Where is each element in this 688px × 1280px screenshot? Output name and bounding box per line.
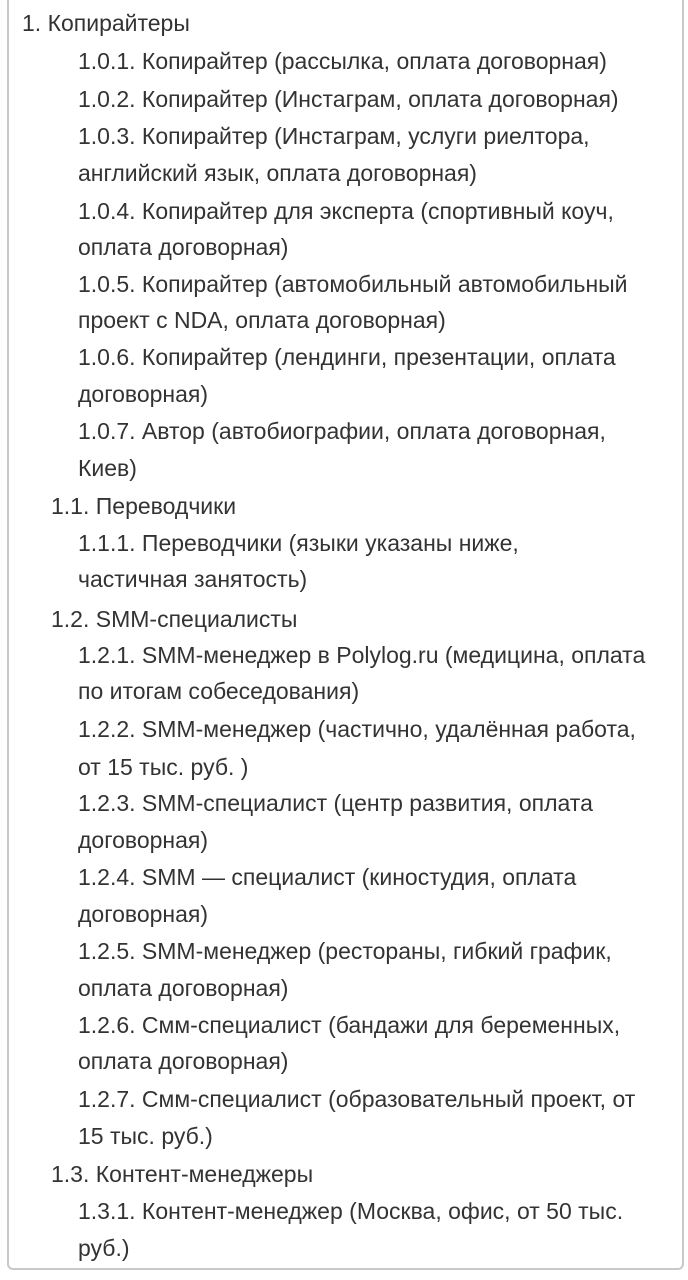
toc-item-1-0-5[interactable]: 1.0.5. Копирайтер (автомобильный автомобильный [78, 271, 628, 297]
toc-item-1-0-4[interactable]: 1.0.4. Копирайтер для эксперта (спортивный коуч, [78, 198, 614, 224]
toc-item-1-2-4[interactable]: 1.2.4. SMM — специалист (киностудия, оплата [78, 864, 577, 890]
toc-item-1-2-5[interactable]: 1.2.5. SMM-менеджер (рестораны, гибкий график, [78, 938, 612, 964]
toc-item-1-2-3-cont[interactable]: договорная) [78, 827, 209, 853]
toc-item-1-2-5-cont[interactable]: оплата договорная) [78, 975, 289, 1001]
toc-item-1-0-1[interactable]: 1.0.1. Копирайтер (рассылка, оплата договорная) [78, 48, 607, 74]
toc-item-1[interactable]: 1. Копирайтеры [22, 10, 190, 36]
toc-item-1-0-6[interactable]: 1.0.6. Копирайтер (лендинги, презентации, оплата [78, 344, 616, 370]
toc-item-1-2-7-cont[interactable]: 15 тыс. руб.) [78, 1123, 213, 1149]
toc-item-1-1-1[interactable]: 1.1.1. Переводчики (языки указаны ниже, [78, 530, 519, 556]
toc-item-1-1-1-cont[interactable]: частичная занятость) [78, 566, 308, 592]
toc-item-1-1[interactable]: 1.1. Переводчики [51, 493, 237, 519]
toc-item-1-2-1-cont[interactable]: по итогам собеседования) [78, 678, 360, 704]
toc-item-1-0-7[interactable]: 1.0.7. Автор (автобиографии, оплата договорная, [78, 418, 606, 444]
toc-item-1-0-6-cont[interactable]: договорная) [78, 381, 209, 407]
toc-item-1-3-1-cont[interactable]: руб.) [78, 1235, 130, 1261]
toc-item-1-2-3[interactable]: 1.2.3. SMM-специалист (центр развития, оплата [78, 790, 593, 816]
toc-item-1-2-2-cont[interactable]: от 15 тыс. руб. ) [78, 754, 249, 780]
toc-item-1-2-4-cont[interactable]: договорная) [78, 901, 209, 927]
toc-item-1-2-2[interactable]: 1.2.2. SMM-менеджер (частично, удалённая работа, [78, 716, 636, 742]
toc-item-1-0-3-cont[interactable]: английский язык, оплата договорная) [78, 160, 477, 186]
toc-item-1-2-1[interactable]: 1.2.1. SMM-менеджер в Polylog.ru (медицина, оплата [78, 642, 646, 668]
toc-item-1-3[interactable]: 1.3. Контент-менеджеры [51, 1161, 314, 1187]
toc-item-1-0-7-cont[interactable]: Киев) [78, 455, 137, 481]
toc-item-1-2-7[interactable]: 1.2.7. Смм-специалист (образовательный проект, от [78, 1086, 636, 1112]
toc-item-1-0-2[interactable]: 1.0.2. Копирайтер (Инстаграм, оплата договорная) [78, 86, 619, 112]
toc-item-1-3-1[interactable]: 1.3.1. Контент-менеджер (Москва, офис, от 50 тыс. [78, 1198, 624, 1224]
toc-item-1-2-6[interactable]: 1.2.6. Смм-специалист (бандажи для беременных, [78, 1012, 621, 1038]
toc-item-1-2-6-cont[interactable]: оплата договорная) [78, 1048, 289, 1074]
toc-item-1-2[interactable]: 1.2. SMM-специалисты [51, 606, 298, 632]
toc-item-1-0-3[interactable]: 1.0.3. Копирайтер (Инстаграм, услуги риелтора, [78, 123, 590, 149]
toc-item-1-0-5-cont[interactable]: проект с NDA, оплата договорная) [78, 307, 446, 333]
toc-item-1-0-4-cont[interactable]: оплата договорная) [78, 234, 289, 260]
